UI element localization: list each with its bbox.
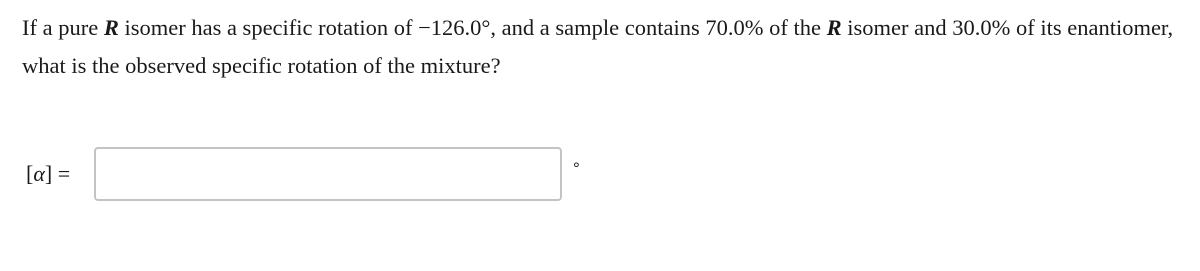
r-isomer-symbol: R bbox=[826, 15, 842, 40]
answer-input[interactable] bbox=[94, 147, 562, 201]
bracket-open: [ bbox=[26, 161, 34, 186]
bracket-close: ] bbox=[44, 161, 53, 186]
question-text bbox=[22, 9, 1187, 85]
specific-rotation-label bbox=[26, 161, 94, 187]
answer-row bbox=[26, 147, 580, 201]
question-text-part: isomer and 30.0% of its enantiomer, what is the observed specific rotation of the mixture? bbox=[22, 15, 1174, 78]
degree-unit: ° bbox=[573, 159, 580, 178]
question-text-part: If a pure bbox=[22, 15, 104, 40]
question-text-part: isomer has a specific rotation of −126.0°, and a sample contains 70.0% of the bbox=[118, 15, 827, 40]
equals-sign: = bbox=[52, 161, 71, 186]
r-isomer-symbol: R bbox=[103, 15, 119, 40]
alpha-symbol: α bbox=[33, 161, 45, 186]
